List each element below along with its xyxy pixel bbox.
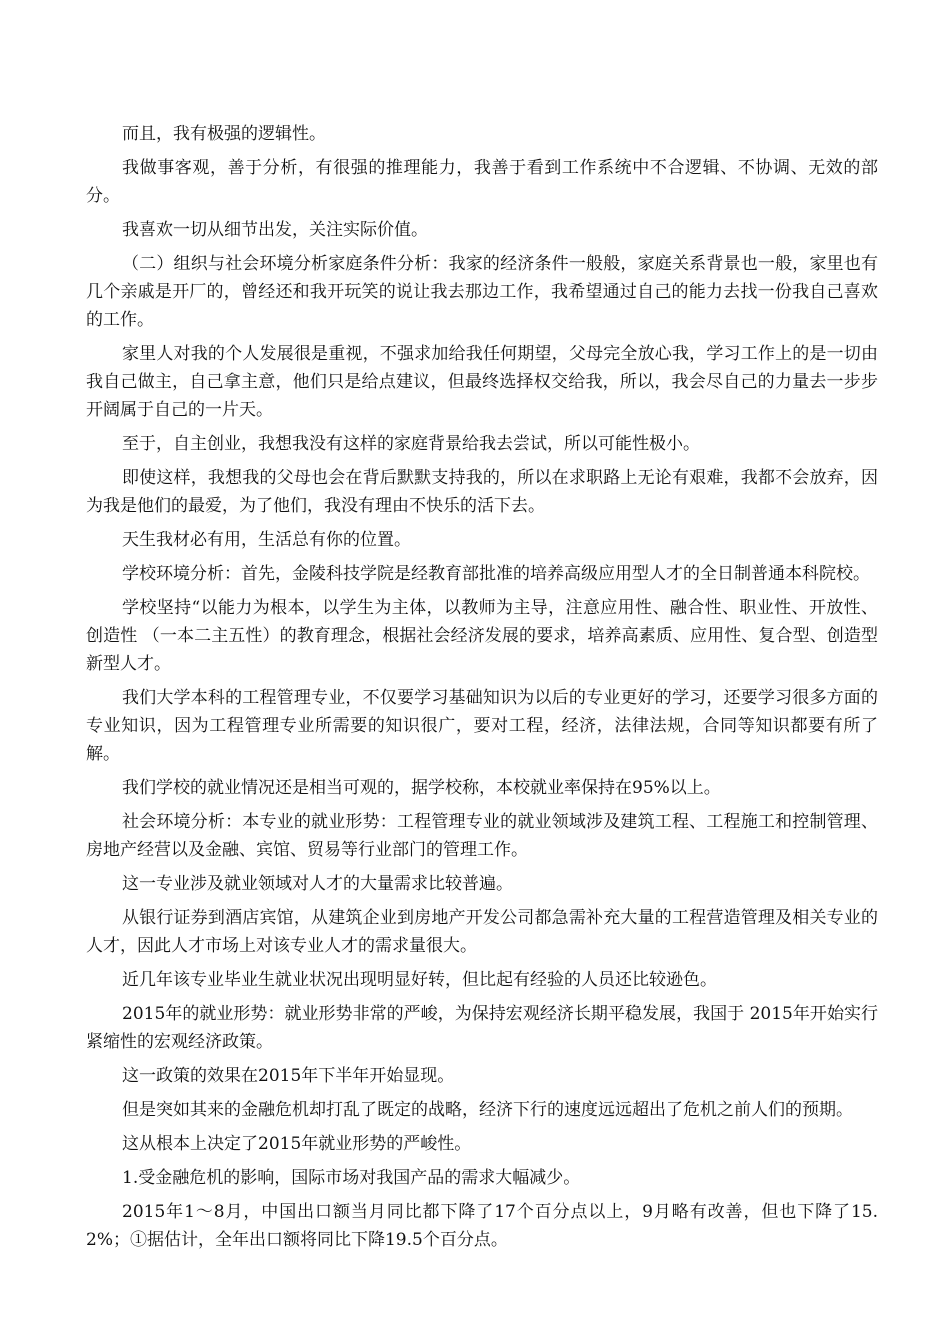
paragraph-21: 1.受金融危机的影响，国际市场对我国产品的需求大幅减少。 <box>122 1168 581 1188</box>
paragraph-8: 天生我材必有用，生活总有你的位置。 <box>122 530 411 550</box>
paragraph-20: 这从根本上决定了2015年就业形势的严峻性。 <box>122 1134 472 1154</box>
paragraph-9: 学校环境分析：首先，金陵科技学院是经教育部批准的培养高级应用型人才的全日制普通本科院校。 <box>122 564 870 584</box>
paragraph-10: 学校坚持“以能力为根本，以学生为主体，以教师为主导，注意应用性、融合性、职业性、开放性、创造性 （一本二主五性）的教育理念，根据社会经济发展的要求，培养高素质、应用性、复合型、创造型新型人才。 <box>86 598 878 674</box>
paragraph-19: 但是突如其来的金融危机却打乱了既定的战略，经济下行的速度远远超出了危机之前人们的预期。 <box>122 1100 853 1120</box>
paragraph-17: 2015年的就业形势：就业形势非常的严峻，为保持宏观经济长期平稳发展，我国于 2015年开始实行紧缩性的宏观经济政策。 <box>86 1004 878 1052</box>
paragraph-22: 2015年1～8月，中国出口额当月同比都下降了17个百分点以上，9月略有改善，但也下降了15.2%；①据估计，全年出口额将同比下降19.5个百分点。 <box>86 1202 878 1250</box>
paragraph-3: 我喜欢一切从细节出发，关注实际价值。 <box>122 220 428 240</box>
paragraph-1: 而且，我有极强的逻辑性。 <box>122 124 326 144</box>
paragraph-18: 这一政策的效果在2015年下半年开始显现。 <box>122 1066 455 1086</box>
paragraph-7: 即使这样，我想我的父母也会在背后默默支持我的，所以在求职路上无论有艰难，我都不会放弃，因为我是他们的最爱，为了他们，我没有理由不快乐的活下去。 <box>86 468 878 516</box>
paragraph-5: 家里人对我的个人发展很是重视，不强求加给我任何期望，父母完全放心我，学习工作上的是一切由我自己做主，自己拿主意，他们只是给点建议，但最终选择权交给我，所以，我会尽自己的力量去一步步开阔属于自己的一片天。 <box>86 344 878 420</box>
paragraph-12: 我们学校的就业情况还是相当可观的，据学校称，本校就业率保持在95%以上。 <box>122 778 721 798</box>
document-page <box>86 120 878 1260</box>
paragraph-15: 从银行证券到酒店宾馆，从建筑企业到房地产开发公司都急需补充大量的工程营造管理及相关专业的人才，因此人才市场上对该专业人才的需求量很大。 <box>86 908 878 956</box>
paragraph-13: 社会环境分析：本专业的就业形势：工程管理专业的就业领域涉及建筑工程、工程施工和控制管理、房地产经营以及金融、宾馆、贸易等行业部门的管理工作。 <box>86 812 878 860</box>
paragraph-14: 这一专业涉及就业领域对人才的大量需求比较普遍。 <box>122 874 513 894</box>
paragraph-4: （二）组织与社会环境分析家庭条件分析：我家的经济条件一般般，家庭关系背景也一般，家里也有几个亲戚是开厂的，曾经还和我开玩笑的说让我去那边工作，我希望通过自己的能力去找一份我自己喜欢的工作。 <box>86 254 878 330</box>
paragraph-2: 我做事客观，善于分析，有很强的推理能力，我善于看到工作系统中不合逻辑、不协调、无效的部分。 <box>86 158 878 206</box>
paragraph-11: 我们大学本科的工程管理专业，不仅要学习基础知识为以后的专业更好的学习，还要学习很多方面的专业知识，因为工程管理专业所需要的知识很广，要对工程，经济，法律法规，合同等知识都要有所了解。 <box>86 688 878 764</box>
paragraph-16: 近几年该专业毕业生就业状况出现明显好转，但比起有经验的人员还比较逊色。 <box>122 970 717 990</box>
paragraph-6: 至于，自主创业，我想我没有这样的家庭背景给我去尝试，所以可能性极小。 <box>122 434 700 454</box>
